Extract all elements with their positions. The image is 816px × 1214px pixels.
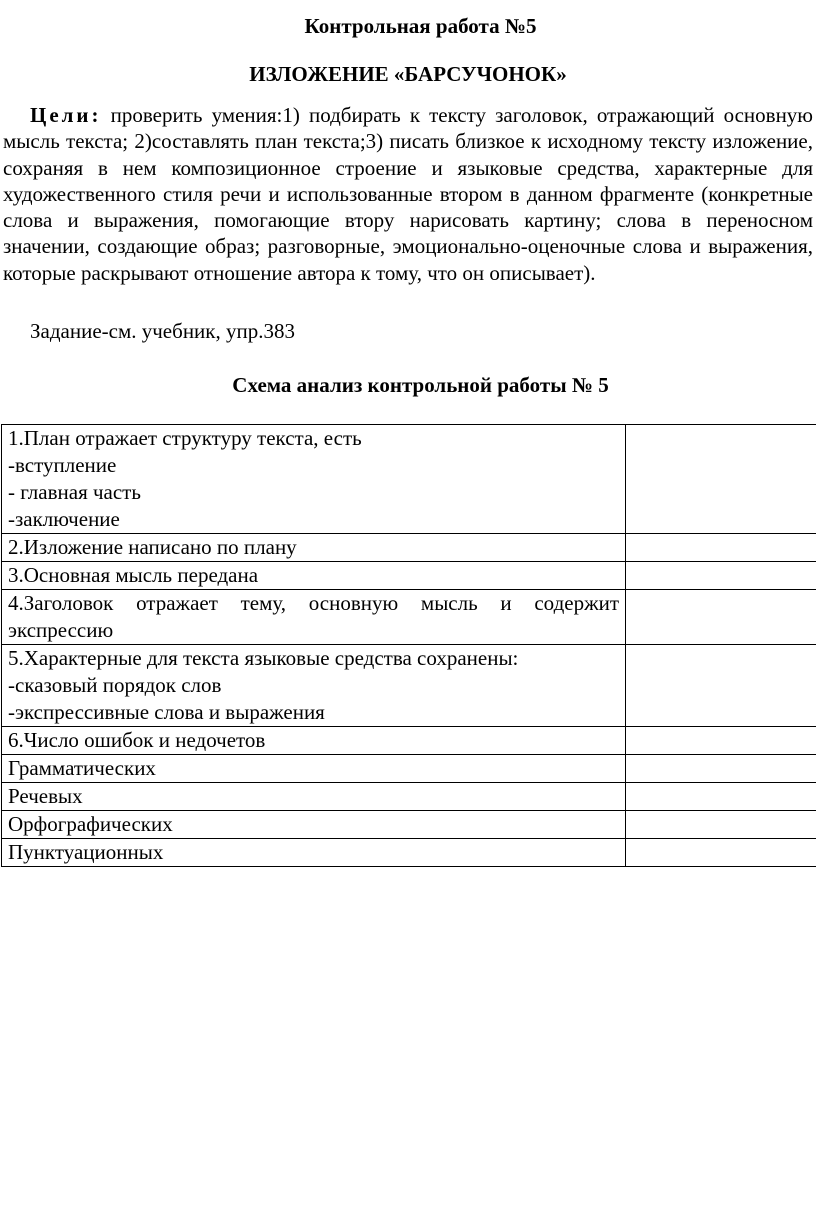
page-title: Контрольная работа №5: [304, 14, 537, 38]
goals-text: проверить умения:1) подбирать к тексту заголовок, отражающий основную мысль текста; 2)составлять план текста;3) писать близкое к исходному тексту изложение, сохраняя в нем композиционное строение и языковые средства, характерные для художественного стиля речи и использованные втором в данном фрагменте (конкретные слова и выражения, помогающие втору нарисовать картину; слова в переносном значении, создающие образ; разговорные, эмоционально-оценочные слова и выражения, которые раскрывают отношение автора к тому, что он описывает).: [3, 103, 813, 285]
mark-cell: [626, 534, 816, 562]
criterion-line: 6.Число ошибок и недочетов: [8, 728, 266, 752]
criterion-line: Грамматических: [8, 756, 156, 780]
table-row: [2, 645, 816, 727]
table-row: [2, 534, 816, 562]
task-text: Задание-см. учебник, упр.383: [30, 319, 295, 343]
criterion-line: Пунктуационных: [8, 840, 164, 864]
criterion-line: 2.Изложение написано по плану: [8, 535, 297, 559]
criterion-cell: [2, 534, 626, 562]
mark-cell: [626, 562, 816, 590]
criterion-line: 4.Заголовок отражает тему, основную мысль и содержит: [8, 591, 619, 615]
criterion-line: Речевых: [8, 784, 83, 808]
table-row: [2, 562, 816, 590]
table-row: [2, 755, 816, 783]
criterion-line: -сказовый порядок слов: [8, 673, 222, 697]
criterion-line: -вступление: [8, 453, 117, 477]
mark-cell: [626, 425, 816, 534]
criterion-line: 1.План отражает структуру текста, есть: [8, 426, 362, 450]
mark-cell: [626, 839, 816, 867]
criterion-line: 3.Основная мысль передана: [8, 563, 259, 587]
criterion-line: экспрессию: [8, 618, 114, 642]
criterion-cell: [2, 783, 626, 811]
table-row: [2, 839, 816, 867]
mark-cell: [626, 783, 816, 811]
criterion-cell: [2, 839, 626, 867]
table-row: [2, 727, 816, 755]
criterion-cell: [2, 645, 626, 727]
table-row: [2, 811, 816, 839]
schema-title: Схема анализ контрольной работы № 5: [232, 373, 609, 397]
criterion-cell: [2, 562, 626, 590]
criterion-line: 5.Характерные для текста языковые средства сохранены:: [8, 646, 519, 670]
table-row: [2, 783, 816, 811]
goals-paragraph: [3, 102, 813, 286]
criterion-line: -экспрессивные слова и выражения: [8, 700, 325, 724]
table-row: [2, 590, 816, 645]
mark-cell: [626, 645, 816, 727]
table-row: [2, 425, 816, 534]
mark-cell: [626, 755, 816, 783]
criterion-line: -заключение: [8, 507, 120, 531]
mark-cell: [626, 811, 816, 839]
criterion-cell: [2, 755, 626, 783]
criterion-line: Орфографических: [8, 812, 173, 836]
analysis-table: [1, 424, 816, 867]
goals-label: Цели:: [30, 103, 102, 127]
criterion-cell: [2, 727, 626, 755]
page-subtitle: ИЗЛОЖЕНИЕ «БАРСУЧОНОК»: [249, 62, 567, 86]
criterion-line: - главная часть: [8, 480, 141, 504]
mark-cell: [626, 727, 816, 755]
criterion-cell: [2, 590, 626, 645]
criterion-cell: [2, 425, 626, 534]
criterion-cell: [2, 811, 626, 839]
mark-cell: [626, 590, 816, 645]
